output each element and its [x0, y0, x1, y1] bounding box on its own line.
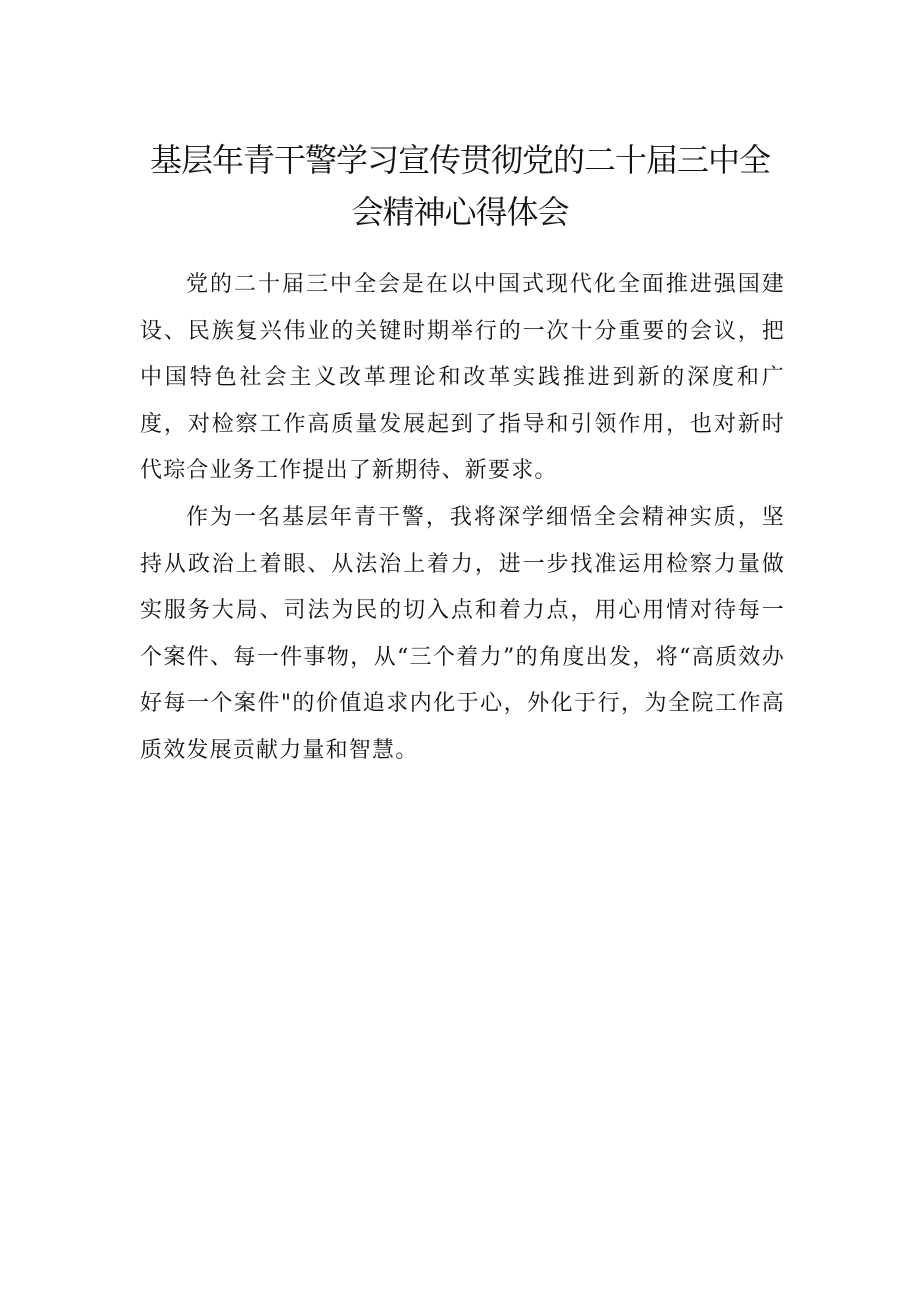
body-paragraph-2: 作为一名基层年青干警，我将深学细悟全会精神实质，坚持从政治上着眼、从法治上着力，进一步找准运用检察力量做实服务大局、司法为民的切入点和着力点，用心用情对待每一个案件、每一件事物，从“三个着力”的角度出发，将“高质效办好每一个案件"的价值追求内化于心，外化于行，为全院工作高质效发展贡献力量和智慧。 — [140, 505, 785, 763]
document-title-line-1: 基层年青干警学习宣传贯彻党的二十届三中全 — [149, 141, 770, 179]
document-title-line-2: 会精神心得体会 — [351, 193, 569, 231]
body-paragraph-1: 党的二十届三中全会是在以中国式现代化全面推进强国建设、民族复兴伟业的关键时期举行的一次十分重要的会议，把中国特色社会主义改革理论和改革实践推进到新的深度和广度，对检察工作高质量发展起到了指导和引领作用，也对新时代琮合业务工作提出了新期待、新要求。 — [140, 272, 785, 483]
